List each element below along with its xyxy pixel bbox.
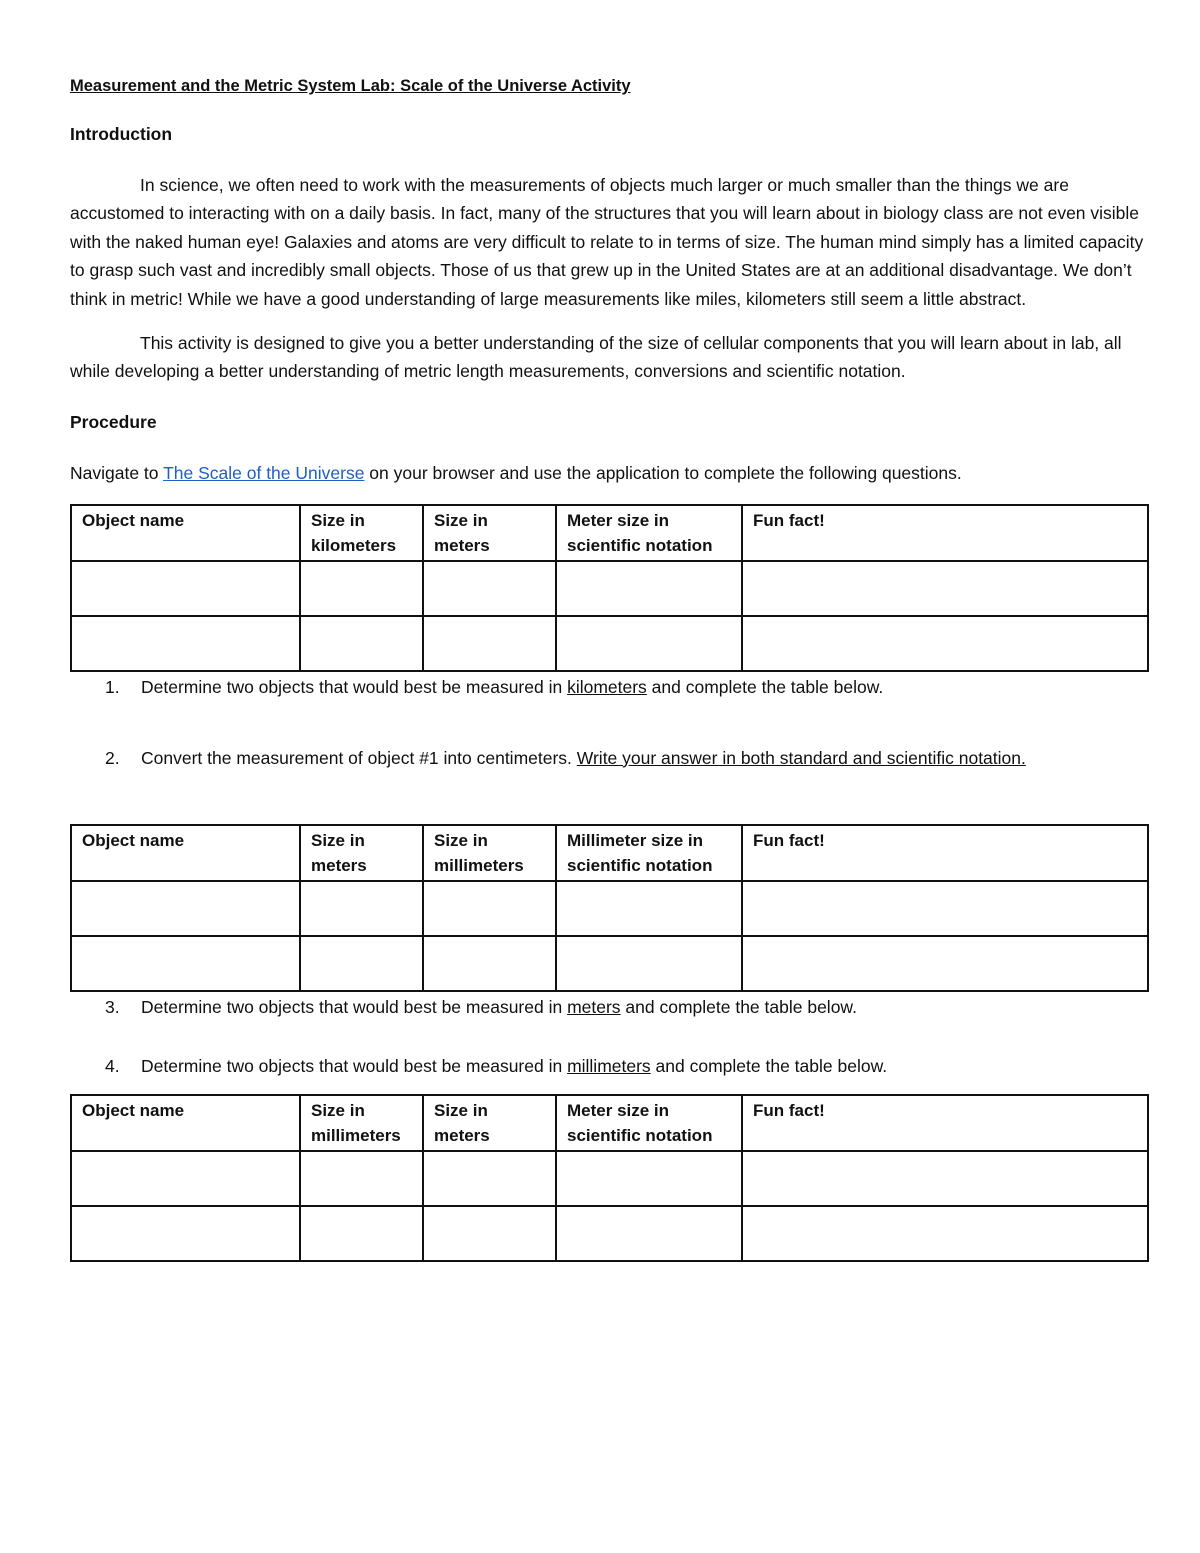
header-cell-scientific: Meter size in scientific notation [556,1095,742,1151]
question-text: Determine two objects that would best be measured in [141,997,568,1018]
table-cell-input[interactable] [300,616,423,671]
navigate-instruction [70,459,1150,488]
header-cell-size-1: Size in kilometers [300,505,423,561]
procedure-heading: Procedure [70,411,157,432]
table-header-row [71,825,1148,881]
table-cell-input[interactable] [742,936,1148,991]
table-row [71,616,1148,671]
table-cell-input[interactable] [742,561,1148,616]
question-3 [105,993,1150,1022]
millimeters-table [70,1094,1149,1262]
header-cell-size-2: Size in meters [423,1095,556,1151]
question-number: 2. [105,747,120,768]
table-cell-input[interactable] [300,881,423,936]
question-4 [105,1052,1150,1081]
header-cell-object-name: Object name [71,505,300,561]
question-1 [105,673,1150,702]
table-cell-input[interactable] [71,616,300,671]
question-number: 1. [105,676,120,697]
table-cell-input[interactable] [71,561,300,616]
navigate-text-after: on your browser and use the application to complete the following questions. [364,463,962,484]
table-cell-input[interactable] [300,1151,423,1206]
document-page [70,72,1150,1262]
header-cell-fun-fact: Fun fact! [742,505,1148,561]
table-cell-input[interactable] [423,561,556,616]
question-underlined-text: meters [567,997,621,1018]
table-cell-input[interactable] [423,1151,556,1206]
questions-list-1 [70,673,1150,772]
table-cell-input[interactable] [300,1206,423,1261]
table-cell-input[interactable] [423,1206,556,1261]
table-cell-input[interactable] [71,936,300,991]
table-row [71,881,1148,936]
table-row [71,561,1148,616]
table-cell-input[interactable] [742,881,1148,936]
introduction-heading: Introduction [70,124,173,144]
header-cell-object-name: Object name [71,825,300,881]
table-row [71,1151,1148,1206]
table-cell-input[interactable] [556,1206,742,1261]
scale-of-universe-link[interactable]: The Scale of the Universe [163,463,365,484]
table-cell-input[interactable] [300,936,423,991]
navigate-text-before: Navigate to [70,463,164,484]
question-underlined-text: millimeters [567,1055,651,1076]
header-cell-size-2: Size in millimeters [423,825,556,881]
table-cell-input[interactable] [742,1206,1148,1261]
table-cell-input[interactable] [556,1151,742,1206]
introduction-paragraph-2: This activity is designed to give you a better understanding of the size of cellular components that you will learn about in lab, all while developing a better understanding of metric length measurements, conversions and scientific notation. [70,332,1122,382]
table-header-row [71,1095,1148,1151]
introduction-paragraph-1: In science, we often need to work with the measurements of objects much larger or much smaller than the things we are accustomed to interacting with on a daily basis. In fact, many of the structures that you will learn about in biology class are not even visible with the naked human eye! Galaxies and atoms are very difficult to relate to in terms of size. The human mind simply has a limited capacity to grasp such vast and incredibly small objects. Those of us that grew up in the United States are at an additional disadvantage. We don’t think in metric! While we have a good understanding of large measurements like miles, kilometers still seem a little abstract. [70,174,1144,309]
table-cell-input[interactable] [71,1151,300,1206]
table-cell-input[interactable] [71,881,300,936]
table-cell-input[interactable] [742,1151,1148,1206]
header-cell-object-name: Object name [71,1095,300,1151]
question-number: 4. [105,1055,120,1076]
header-cell-size-1: Size in millimeters [300,1095,423,1151]
meters-table [70,824,1149,992]
table-cell-input[interactable] [423,616,556,671]
header-cell-scientific: Millimeter size in scientific notation [556,825,742,881]
header-cell-scientific: Meter size in scientific notation [556,505,742,561]
question-2 [105,744,1150,773]
question-text: Convert the measurement of object #1 into centimeters. [141,747,577,768]
question-text: and complete the table below. [650,1055,888,1076]
table-cell-input[interactable] [71,1206,300,1261]
table-cell-input[interactable] [423,881,556,936]
header-cell-fun-fact: Fun fact! [742,825,1148,881]
question-underlined-text: kilometers [567,676,647,697]
table-cell-input[interactable] [742,616,1148,671]
table-cell-input[interactable] [556,616,742,671]
table-cell-input[interactable] [300,561,423,616]
table-cell-input[interactable] [556,561,742,616]
question-text: Determine two objects that would best be measured in [141,1055,568,1076]
question-text: and complete the table below. [620,997,857,1018]
kilometers-table [70,504,1149,672]
document-title: Measurement and the Metric System Lab: Scale of the Universe Activity [70,77,631,95]
question-text: and complete the table below. [646,676,884,697]
header-cell-fun-fact: Fun fact! [742,1095,1148,1151]
questions-list-2 [70,993,1150,1080]
header-cell-size-2: Size in meters [423,505,556,561]
table-row [71,936,1148,991]
table-cell-input[interactable] [556,936,742,991]
table-cell-input[interactable] [423,936,556,991]
table-header-row [71,505,1148,561]
table-cell-input[interactable] [556,881,742,936]
table-row [71,1206,1148,1261]
question-underlined-text: Write your answer in both standard and scientific notation. [576,747,1026,768]
question-text: Determine two objects that would best be measured in [141,676,568,697]
question-number: 3. [105,997,120,1018]
header-cell-size-1: Size in meters [300,825,423,881]
